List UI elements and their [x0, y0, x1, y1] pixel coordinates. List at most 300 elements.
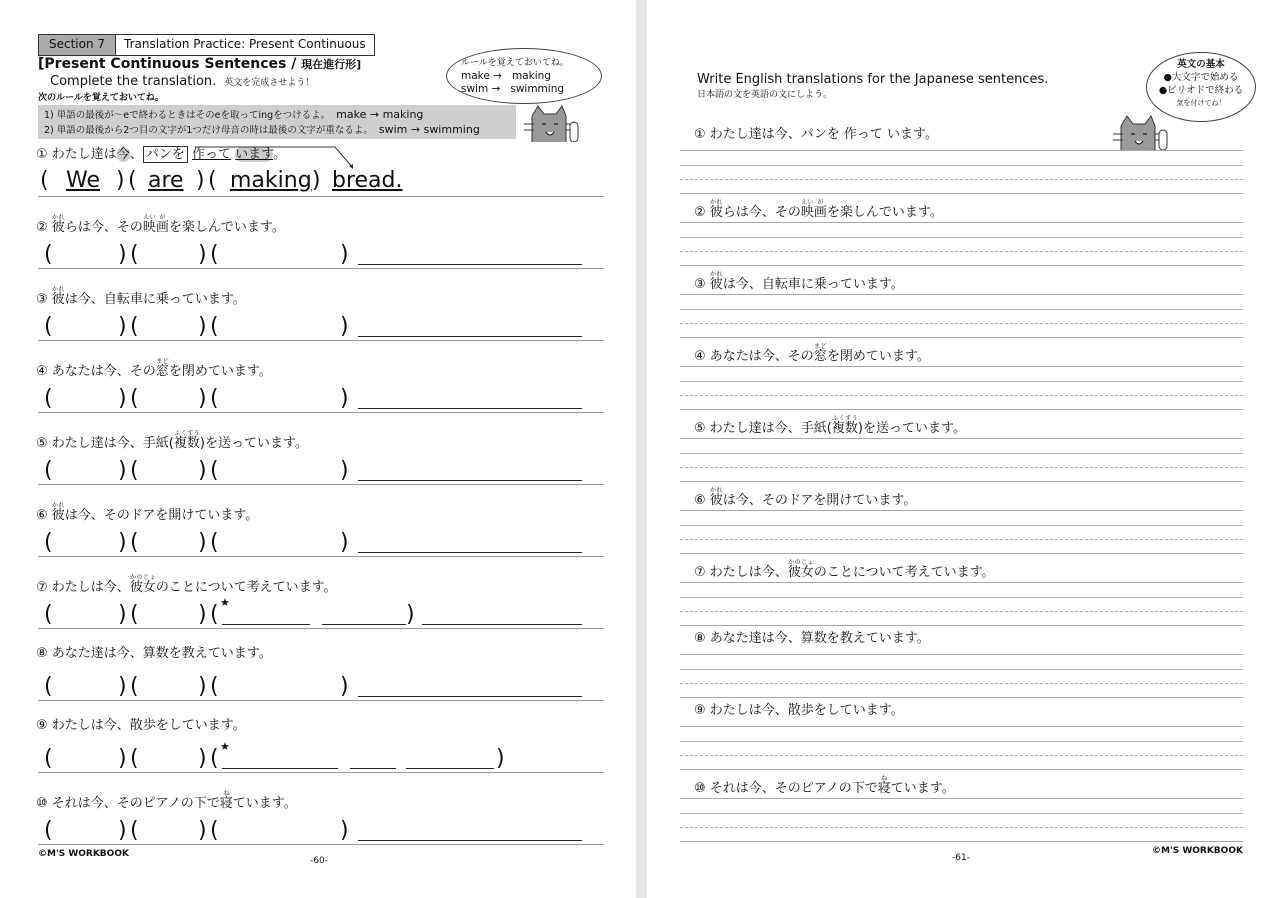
bubble-line: ルールを覚えておいてね。	[461, 58, 569, 68]
paren-open: (	[128, 168, 137, 193]
rule-text: 2) 単語の最後から2つ目の文字が1つだけ母音の時は最後の文字が重なるよ。	[44, 125, 373, 136]
rule-example: swim → swimming	[378, 123, 480, 136]
word: 画	[813, 205, 827, 220]
q-text: らは今、その	[722, 205, 801, 220]
paren-open: (	[130, 242, 139, 267]
paren-close: )	[118, 386, 127, 411]
paren-close: )	[118, 458, 127, 483]
furigana: すう	[186, 430, 200, 437]
q-text: わたしは今、散歩をしています。	[51, 718, 246, 733]
paren-close: )	[340, 674, 349, 699]
answer-blank	[322, 603, 406, 625]
bubble-line: swim → swimming	[461, 83, 565, 95]
paren-open: (	[210, 818, 219, 843]
word: 彼	[709, 205, 723, 220]
paren-close: )	[340, 314, 349, 339]
furigana: が	[813, 199, 827, 206]
paren-open: (	[210, 386, 219, 411]
paren-open: (	[44, 530, 53, 555]
paren-open: (	[130, 314, 139, 339]
q-text: あなた達は今、算数を教えています。	[709, 631, 930, 646]
question-number: ⑧	[36, 646, 48, 661]
example-answer: bread.	[332, 168, 403, 193]
q-text: それは今、そのピアノの下で	[709, 781, 878, 796]
word: 数	[186, 436, 200, 451]
star-icon: ★	[220, 596, 230, 609]
instruction-en: Complete the translation.	[50, 74, 217, 89]
furigana-word	[51, 286, 65, 307]
word: 窓	[813, 349, 827, 364]
writing-line[interactable]	[680, 741, 1243, 742]
writing-line[interactable]	[680, 582, 1243, 583]
writing-guide-line[interactable]	[680, 323, 1243, 324]
writing-guide-line[interactable]	[680, 251, 1243, 252]
answer-row	[44, 243, 604, 267]
answer-blank	[406, 747, 494, 769]
right-question-1	[694, 127, 938, 143]
word: 映	[142, 220, 156, 235]
writing-line[interactable]	[680, 165, 1243, 166]
paren-open: (	[210, 602, 219, 627]
paren-close: )	[198, 602, 207, 627]
paren-close: )	[198, 242, 207, 267]
answer-row	[44, 675, 604, 699]
paren-close: )	[312, 168, 321, 193]
heading-en: [Present Continuous Sentences /	[38, 56, 302, 72]
divider	[38, 628, 604, 629]
paren-close: )	[118, 602, 127, 627]
instruction-ja: 英文を完成させよう！	[224, 78, 315, 88]
q-text-highlight: 今	[116, 147, 130, 162]
answer-blank	[358, 243, 582, 265]
paren-close: )	[406, 602, 415, 627]
answer-blank	[358, 675, 582, 697]
writing-guide-line[interactable]	[680, 755, 1243, 756]
writing-line[interactable]	[680, 381, 1243, 382]
q-text: わたし達は今、手紙(	[709, 421, 832, 436]
question-number: ③	[36, 292, 48, 307]
example-answer-row	[40, 169, 440, 193]
q-text: を楽しんでいます。	[826, 205, 943, 220]
writing-guide-line[interactable]	[680, 395, 1243, 396]
answer-blank	[358, 387, 582, 409]
paren-open: (	[44, 674, 53, 699]
question-number: ①	[694, 127, 706, 142]
furigana-word	[155, 358, 169, 379]
word: 複	[173, 436, 187, 451]
answer-row	[44, 459, 604, 483]
bubble-line: 気を付けてね！	[1176, 99, 1226, 107]
question-5	[36, 430, 308, 452]
question-number: ⑤	[694, 421, 706, 436]
q-text: ています。	[890, 781, 955, 796]
question-number: ④	[694, 349, 706, 364]
question-number: ③	[694, 277, 706, 292]
question-number: ⑥	[36, 508, 48, 523]
furigana-word	[813, 199, 827, 220]
rule-example: make → making	[336, 108, 424, 121]
question-6	[36, 502, 258, 524]
writing-line[interactable]	[680, 841, 1243, 842]
question-number: ⑤	[36, 436, 48, 451]
paren-close: )	[340, 530, 349, 555]
q-text-highlight: います	[235, 147, 274, 162]
paren-open: (	[44, 314, 53, 339]
answer-blank	[222, 747, 338, 769]
writing-line[interactable]	[680, 265, 1243, 266]
word: 複	[831, 421, 845, 436]
heading-ja: 現在進行形]	[301, 58, 362, 71]
answer-blank	[358, 315, 582, 337]
furigana: まど	[155, 358, 169, 365]
bubble-title: 英文の基本	[1177, 59, 1225, 70]
q-text-underlined: 作って	[192, 147, 232, 162]
furigana-word	[173, 430, 187, 451]
question-number: ④	[36, 364, 48, 379]
paren-open: (	[210, 746, 219, 771]
furigana: かのじょ	[787, 559, 814, 566]
word: 寝	[877, 781, 891, 796]
q-text: あなたは今、その	[709, 349, 814, 364]
furigana: えい	[142, 214, 156, 221]
writing-line[interactable]	[680, 525, 1243, 526]
bubble-line: ●ピリオドで終わる	[1158, 85, 1244, 96]
writing-guide-line[interactable]	[680, 683, 1243, 684]
right-question-4	[694, 343, 930, 365]
writing-guide-line[interactable]	[680, 179, 1243, 180]
divider	[38, 196, 604, 197]
writing-line[interactable]	[680, 697, 1243, 698]
rule-2	[44, 123, 510, 138]
furigana-word	[155, 214, 169, 235]
q-text: あなたは今、その	[51, 364, 156, 379]
q-text: わたしは今、	[51, 580, 130, 595]
q-text: のことについて考えています。	[813, 565, 995, 580]
word: 彼女	[787, 565, 814, 580]
paren-close: )	[198, 674, 207, 699]
right-question-3	[694, 271, 904, 293]
q-text: わたし達は	[51, 147, 117, 162]
answer-blank	[422, 603, 582, 625]
question-number: ⑨	[36, 718, 48, 733]
furigana-word	[142, 214, 156, 235]
section-header	[38, 34, 375, 56]
page-number: -61-	[952, 853, 970, 863]
q-text: は今、そのドアを開けています。	[722, 493, 917, 508]
question-number: ②	[694, 205, 706, 220]
furigana-word	[831, 415, 845, 436]
writing-line[interactable]	[680, 222, 1243, 223]
writing-line[interactable]	[680, 669, 1243, 670]
paren-open: (	[210, 242, 219, 267]
paren-close: )	[340, 386, 349, 411]
paren-open: (	[130, 818, 139, 843]
writing-line[interactable]	[680, 150, 1243, 151]
furigana-word	[844, 415, 858, 436]
paren-open: (	[210, 674, 219, 699]
answer-row	[44, 596, 604, 627]
question-number: ②	[36, 220, 48, 235]
rules-label: 次のルールを覚えておいてね。	[38, 93, 164, 103]
answer-blank	[350, 747, 396, 769]
furigana: ふく	[831, 415, 845, 422]
writing-line[interactable]	[680, 798, 1243, 799]
word: 彼	[709, 493, 723, 508]
paren-close: )	[198, 458, 207, 483]
q-text: )を送っています。	[857, 421, 966, 436]
paren-close: )	[118, 674, 127, 699]
writing-guide-line[interactable]	[680, 611, 1243, 612]
question-3	[36, 286, 246, 308]
paren-close: )	[198, 386, 207, 411]
furigana: すう	[844, 415, 858, 422]
rule-1	[44, 108, 510, 123]
paren-close: )	[198, 314, 207, 339]
word: 彼女	[129, 580, 156, 595]
furigana-word	[51, 214, 65, 235]
paren-close: )	[196, 168, 205, 193]
question-8	[36, 646, 272, 662]
furigana-word	[877, 775, 891, 796]
q-text: 、	[129, 147, 143, 162]
paren-open: (	[210, 314, 219, 339]
divider	[38, 844, 604, 845]
bubble-line: ●大文字で始める	[1163, 72, 1239, 83]
q-text: )を送っています。	[199, 436, 308, 451]
divider	[38, 412, 604, 413]
divider	[38, 268, 604, 269]
paren-close: )	[198, 818, 207, 843]
left-page	[0, 0, 636, 898]
right-question-2	[694, 199, 943, 221]
answer-blank	[358, 459, 582, 481]
paren-close: )	[198, 746, 207, 771]
paren-open: (	[208, 168, 217, 193]
writing-line[interactable]	[680, 193, 1243, 194]
writing-line[interactable]	[680, 510, 1243, 511]
writing-line[interactable]	[680, 769, 1243, 770]
furigana-word	[709, 487, 723, 508]
speech-bubble	[446, 48, 602, 104]
paren-open: (	[130, 602, 139, 627]
word: 窓	[155, 364, 169, 379]
word: 画	[155, 220, 169, 235]
furigana: まど	[813, 343, 827, 350]
furigana-word	[129, 574, 156, 595]
rules-box	[38, 105, 516, 139]
right-question-7	[694, 559, 995, 581]
paren-open: (	[44, 746, 53, 771]
paren-close: )	[118, 314, 127, 339]
question-number: ⑦	[36, 580, 48, 595]
word: 彼	[51, 292, 65, 307]
answer-blank	[358, 531, 582, 553]
word: 彼	[51, 220, 65, 235]
furigana-word	[51, 502, 65, 523]
bubble-line: make → making	[461, 70, 551, 82]
q-text: あなた達は今、算数を教えています。	[51, 646, 272, 661]
copyright: ©M'S WORKBOOK	[1152, 846, 1243, 856]
writing-line[interactable]	[680, 481, 1243, 482]
paren-close: )	[198, 530, 207, 555]
word: 映	[800, 205, 814, 220]
star-icon: ★	[220, 740, 230, 753]
furigana: かれ	[51, 214, 65, 221]
divider	[38, 340, 604, 341]
right-question-10	[694, 775, 955, 797]
paren-open: (	[44, 386, 53, 411]
right-question-6	[694, 487, 916, 509]
answer-blank	[358, 819, 582, 841]
question-number: ⑥	[694, 493, 706, 508]
q-text: わたしは今、散歩をしています。	[709, 703, 904, 718]
q-text: を閉めています。	[826, 349, 930, 364]
paren-open: (	[130, 674, 139, 699]
cat-mascot-icon	[1113, 114, 1173, 150]
paren-close: )	[118, 746, 127, 771]
heading	[38, 56, 361, 73]
answer-row	[44, 387, 604, 411]
furigana: ね	[877, 775, 891, 782]
q-text: を閉めています。	[168, 364, 272, 379]
instruction	[50, 74, 314, 91]
furigana: ね	[219, 790, 233, 797]
writing-line[interactable]	[680, 337, 1243, 338]
answer-row	[44, 819, 604, 843]
paren-close: )	[340, 818, 349, 843]
question-number: ⑧	[694, 631, 706, 646]
q-text: それは今、そのピアノの下で	[51, 796, 220, 811]
paren-open: (	[44, 602, 53, 627]
q-text: のことについて考えています。	[155, 580, 337, 595]
question-number: ⑨	[694, 703, 706, 718]
question-9	[36, 718, 246, 734]
furigana: かれ	[51, 502, 65, 509]
furigana: かれ	[709, 487, 723, 494]
q-text: は今、自転車に乗っています。	[722, 277, 904, 292]
paren-open: (	[44, 458, 53, 483]
furigana: えい	[800, 199, 814, 206]
section-label: Section 7	[39, 35, 116, 55]
q-text: を楽しんでいます。	[168, 220, 285, 235]
paren-open: (	[130, 386, 139, 411]
furigana: かのじょ	[129, 574, 156, 581]
question-10	[36, 790, 297, 812]
q-text: わたし達は今、手紙(	[51, 436, 174, 451]
paren-open: (	[210, 530, 219, 555]
paren-open: (	[40, 168, 49, 193]
answer-row	[44, 740, 604, 771]
furigana-word	[709, 271, 723, 292]
divider	[38, 556, 604, 557]
word: 彼	[51, 508, 65, 523]
example-answer: making	[230, 168, 312, 193]
paren-close: )	[118, 530, 127, 555]
writing-line[interactable]	[680, 294, 1243, 295]
question-number: ①	[36, 147, 48, 162]
writing-line[interactable]	[680, 597, 1243, 598]
furigana: が	[155, 214, 169, 221]
page-number: -60-	[310, 856, 328, 866]
furigana: かれ	[709, 271, 723, 278]
q-text: は今、自転車に乗っています。	[64, 292, 246, 307]
furigana-word	[800, 199, 814, 220]
writing-guide-line[interactable]	[680, 827, 1243, 828]
writing-line[interactable]	[680, 366, 1243, 367]
furigana: かれ	[709, 199, 723, 206]
question-number: ⑩	[694, 781, 706, 796]
divider	[38, 772, 604, 773]
example-answer: are	[148, 168, 184, 193]
word: 寝	[219, 796, 233, 811]
q-text: 。	[273, 147, 287, 162]
paren-open: (	[130, 458, 139, 483]
section-title: Translation Practice: Present Continuous	[116, 35, 374, 55]
question-number: ⑩	[36, 796, 48, 811]
speech-bubble	[1146, 52, 1256, 122]
rule-text: 1) 単語の最後が～eで終わるときはそのeを取ってingをつけるよ。	[44, 110, 331, 121]
divider	[38, 484, 604, 485]
furigana-word	[186, 430, 200, 451]
right-question-8	[694, 631, 930, 647]
answer-row	[44, 531, 604, 555]
answer-row	[44, 315, 604, 339]
writing-line[interactable]	[680, 438, 1243, 439]
paren-close: )	[116, 168, 125, 193]
paren-close: )	[118, 818, 127, 843]
writing-line[interactable]	[680, 813, 1243, 814]
right-question-5	[694, 415, 966, 437]
writing-guide-line[interactable]	[680, 467, 1243, 468]
question-7	[36, 574, 337, 596]
paren-open: (	[130, 746, 139, 771]
paren-close: )	[340, 242, 349, 267]
writing-line[interactable]	[680, 237, 1243, 238]
copyright: ©M'S WORKBOOK	[38, 849, 129, 859]
instruction-en: Write English translations for the Japanese sentences.	[697, 72, 1049, 87]
furigana-word	[219, 790, 233, 811]
divider	[38, 700, 604, 701]
writing-line[interactable]	[680, 654, 1243, 655]
writing-line[interactable]	[680, 553, 1243, 554]
instruction-ja: 日本語の文を英語の文にしよう。	[697, 90, 833, 100]
paren-open: (	[210, 458, 219, 483]
writing-line[interactable]	[680, 726, 1243, 727]
cat-mascot-icon	[524, 102, 584, 142]
writing-line[interactable]	[680, 409, 1243, 410]
writing-guide-line[interactable]	[680, 539, 1243, 540]
question-4	[36, 358, 272, 380]
paren-close: )	[496, 746, 505, 771]
furigana: かれ	[51, 286, 65, 293]
writing-line[interactable]	[680, 625, 1243, 626]
writing-line[interactable]	[680, 453, 1243, 454]
q-text: ています。	[232, 796, 297, 811]
paren-open: (	[44, 818, 53, 843]
question-2	[36, 214, 285, 236]
paren-close: )	[340, 458, 349, 483]
right-question-9	[694, 703, 904, 719]
q-text: らは今、その	[64, 220, 143, 235]
word: 彼	[709, 277, 723, 292]
writing-line[interactable]	[680, 309, 1243, 310]
furigana-word	[787, 559, 814, 580]
paren-open: (	[44, 242, 53, 267]
paren-close: )	[118, 242, 127, 267]
q-text: わたしは今、	[709, 565, 788, 580]
example-answer: We	[66, 168, 100, 193]
furigana-word	[813, 343, 827, 364]
